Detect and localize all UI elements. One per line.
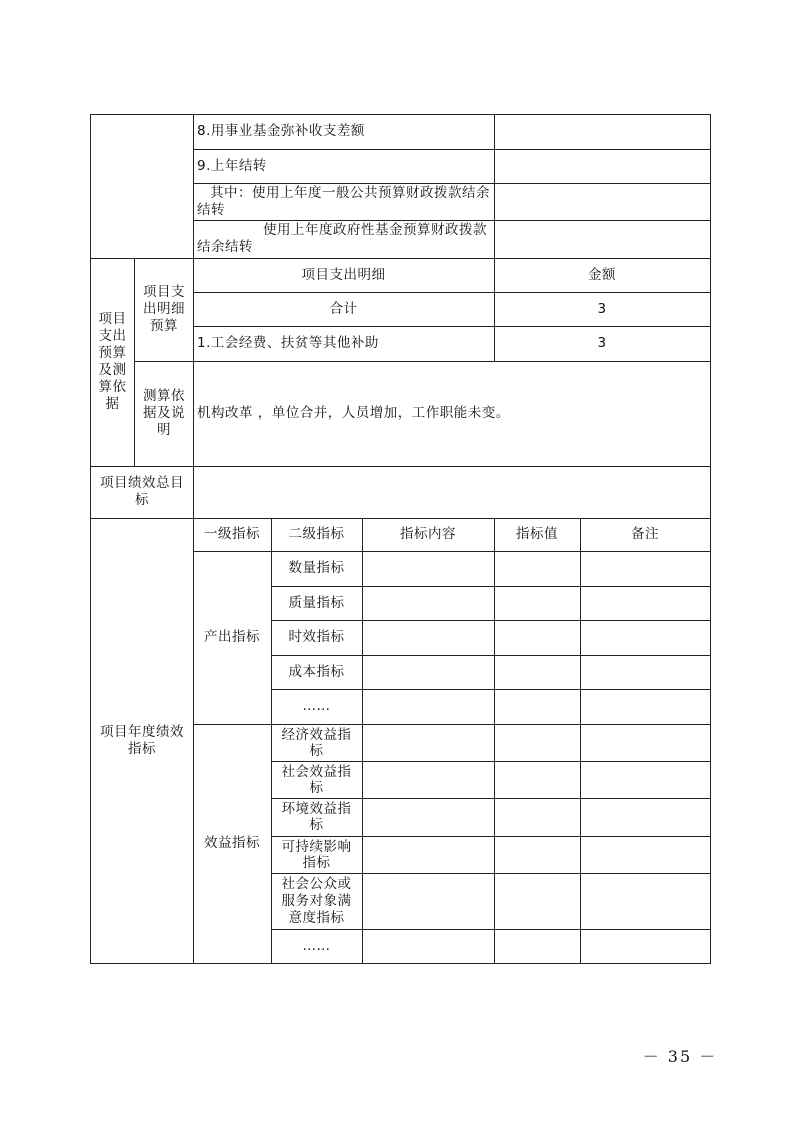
- grid-line: [494, 518, 495, 964]
- benefit-satisfaction: 社会公众或服务对象满意度指标: [281, 875, 352, 926]
- row-general-budget-carryover-label: 其中：使用上年度一般公共预算财政拨款结余结转: [197, 184, 490, 218]
- detail-header: 项目支出明细: [301, 266, 386, 283]
- header-value: 指标值: [516, 526, 558, 542]
- amount-header: 金额: [588, 266, 616, 283]
- annual-indicators-label: 项目年度绩效指标: [100, 723, 184, 757]
- table-border-bottom: [90, 963, 711, 964]
- basis-text: 机构改革 ，单位合并，人员增加，工作职能未变。: [197, 405, 510, 421]
- benefit-economic: 经济效益指标: [281, 726, 352, 759]
- row-gov-fund-carryover-label: 使用上年度政府性基金预算财政拨款结余结转: [197, 222, 487, 255]
- header-level2: 二级指标: [288, 526, 345, 542]
- grid-line: [580, 518, 581, 964]
- basis-label: 测算依据及说明: [143, 388, 185, 438]
- output-quality: 质量指标: [288, 594, 345, 611]
- row-prior-carryover-label: 9.上年结转: [197, 157, 267, 174]
- total-label: 合计: [329, 300, 358, 317]
- output-indicators-label: 产出指标: [204, 629, 260, 645]
- header-level1: 一级指标: [204, 526, 260, 542]
- output-quantity: 数量指标: [288, 560, 345, 576]
- benefit-sustainable: 可持续影响指标: [281, 838, 352, 871]
- item-union-fund-amount: 3: [597, 335, 607, 351]
- benefit-environmental: 环境效益指标: [281, 801, 352, 833]
- page-number: － 35 －: [642, 1047, 718, 1066]
- header-content: 指标内容: [400, 526, 456, 542]
- header-remarks: 备注: [631, 526, 659, 542]
- output-cost: 成本指标: [288, 663, 345, 680]
- grid-line: [494, 114, 495, 258]
- benefit-ellipsis: ……: [302, 937, 331, 954]
- detail-budget-label: 项目支出明细预算: [143, 284, 185, 334]
- output-timeliness: 时效指标: [288, 629, 345, 645]
- item-union-fund-label: 1.工会经费、扶贫等其他补助: [197, 335, 379, 351]
- output-ellipsis: ……: [302, 698, 331, 714]
- overall-goal-value: [194, 466, 710, 518]
- benefit-social: 社会效益指标: [281, 763, 352, 796]
- total-amount: 3: [597, 300, 607, 317]
- benefit-indicators-label: 效益指标: [204, 835, 260, 851]
- row-surplus-fund-label: 8.用事业基金弥补收支差额: [197, 123, 365, 139]
- budget-section-label: 项目支出预算及测算依据: [98, 311, 127, 412]
- grid-line: [362, 518, 363, 964]
- overall-goal-label: 项目绩效总目标: [100, 475, 184, 508]
